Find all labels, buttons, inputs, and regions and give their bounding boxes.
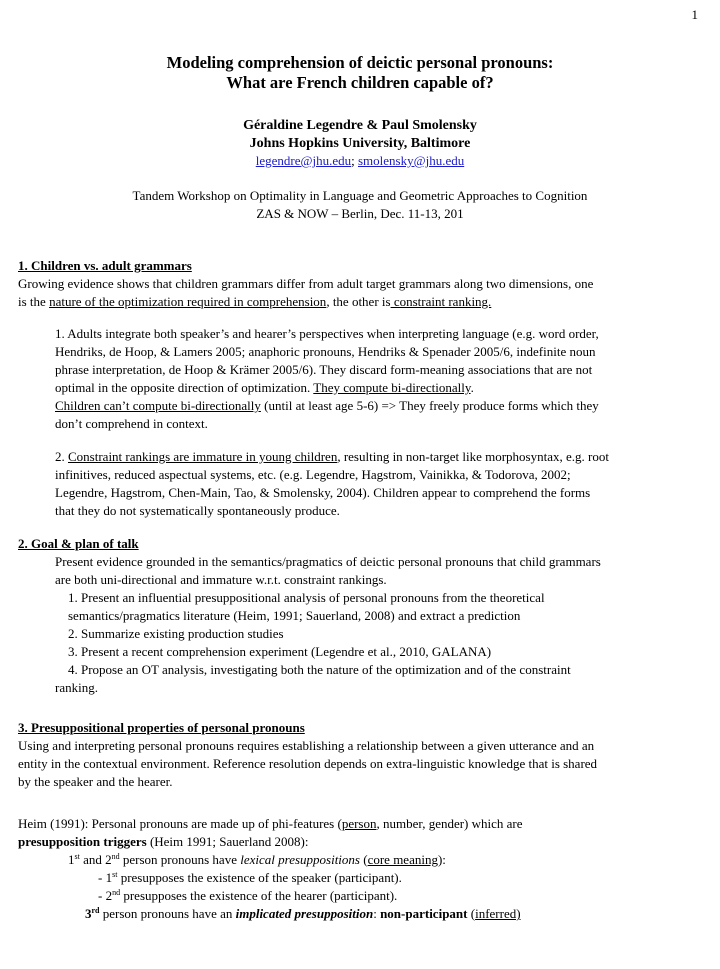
section-1-intro-line-1: Growing evidence shows that children grammars differ from adult target grammars along two dimensions, one xyxy=(18,276,594,291)
section-1-point-1: 1. Adults integrate both speaker’s and hearer’s perspectives when interpreting language (e.g. word order, Hendriks, de Hoop, & Lamers 2005; anaphoric pronouns, Hendriks & Spenader 2005/6, indefinite noun phrase interpretation, de Hoop & Krämer 2005/6). They discard form-meaning associations that are not optimal in the opposite direction of optimization. They compute bi-directionally. Children can’t compute bi-directionally (until at least age 5-6) => They freely produce forms which they don’t comprehend in context. xyxy=(55,326,599,431)
email-link-smolensky[interactable]: smolensky@jhu.edu xyxy=(358,153,465,168)
workshop-line-2: ZAS & NOW – Berlin, Dec. 11-13, 201 xyxy=(256,206,464,221)
title-line-2: What are French children capable of? xyxy=(226,73,494,92)
author-affiliation: Johns Hopkins University, Baltimore xyxy=(249,136,471,151)
section-1-intro-line-2: is the nature of the optimization required in comprehension, the other is constraint ranking. xyxy=(18,294,492,309)
email-separator: ; xyxy=(351,153,358,168)
section-3-heim: Heim (1991): Personal pronouns are made up of phi-features (person, number, gender) which are presupposition triggers (Heim 1991; Sauerland 2008): 1st and 2nd person pronouns have lexical presuppositions (core meaning): - 1st presupposes the existence of the speaker (participant). - 2nd presupposes the existence of the hearer (participant). 3rd person pronouns have an implicated presupposition: non-participant (inferred) xyxy=(18,816,523,921)
workshop-info xyxy=(0,187,720,223)
section-1 xyxy=(18,257,700,311)
section-1-point-2: 2. Constraint rankings are immature in young children, resulting in non-target like morphosyntax, e.g. root infinitives, reduced aspectual systems, etc. (e.g. Legendre, Hagstrom, Vainikka, & Todorova, 2002; Legendre, Hagstrom, Chen-Main, Tao, & Smolensky, 2004). Children appear to comprehend the forms that they do not systematically spontaneously produce. xyxy=(55,449,609,518)
section-2: 2. Goal & plan of talk Present evidence grounded in the semantics/pragmatics of deictic personal pronouns that child grammars are both uni-directional and immature w.r.t. constraint rankings. 1. Present an influential presuppositional analysis of personal pronouns from the theoretical semantics/pragmatics literature (Heim, 1991; Sauerland, 2008) and extract a prediction 2. Summarize existing production studies 3. Present a recent comprehension experiment (Legendre et al., 2010, GALANA) 4. Propose an OT analysis, investigating both the nature of the optimization and of the constraint ranking. xyxy=(18,535,700,697)
section-3-heading: 3. Presuppositional properties of personal pronouns xyxy=(18,720,305,735)
section-3: 3. Presuppositional properties of personal pronouns Using and interpreting personal pronouns requires establishing a relationship between a given utterance and an entity in the contextual environment. Reference resolution depends on extra-linguistic knowledge that is shared by the speaker and the hearer. xyxy=(18,719,700,791)
page-number: 1 xyxy=(691,7,698,22)
section-2-heading: 2. Goal & plan of talk xyxy=(18,536,139,551)
section-1-heading: 1. Children vs. adult grammars xyxy=(18,258,192,273)
author-emails xyxy=(0,152,720,170)
author-block xyxy=(0,117,720,153)
author-names: Géraldine Legendre & Paul Smolensky xyxy=(243,118,477,133)
paper-title xyxy=(0,53,720,93)
email-link-legendre[interactable]: legendre@jhu.edu xyxy=(255,153,352,168)
title-line-1: Modeling comprehension of deictic personal pronouns: xyxy=(166,53,554,72)
workshop-line-1: Tandem Workshop on Optimality in Language and Geometric Approaches to Cognition xyxy=(132,188,588,203)
